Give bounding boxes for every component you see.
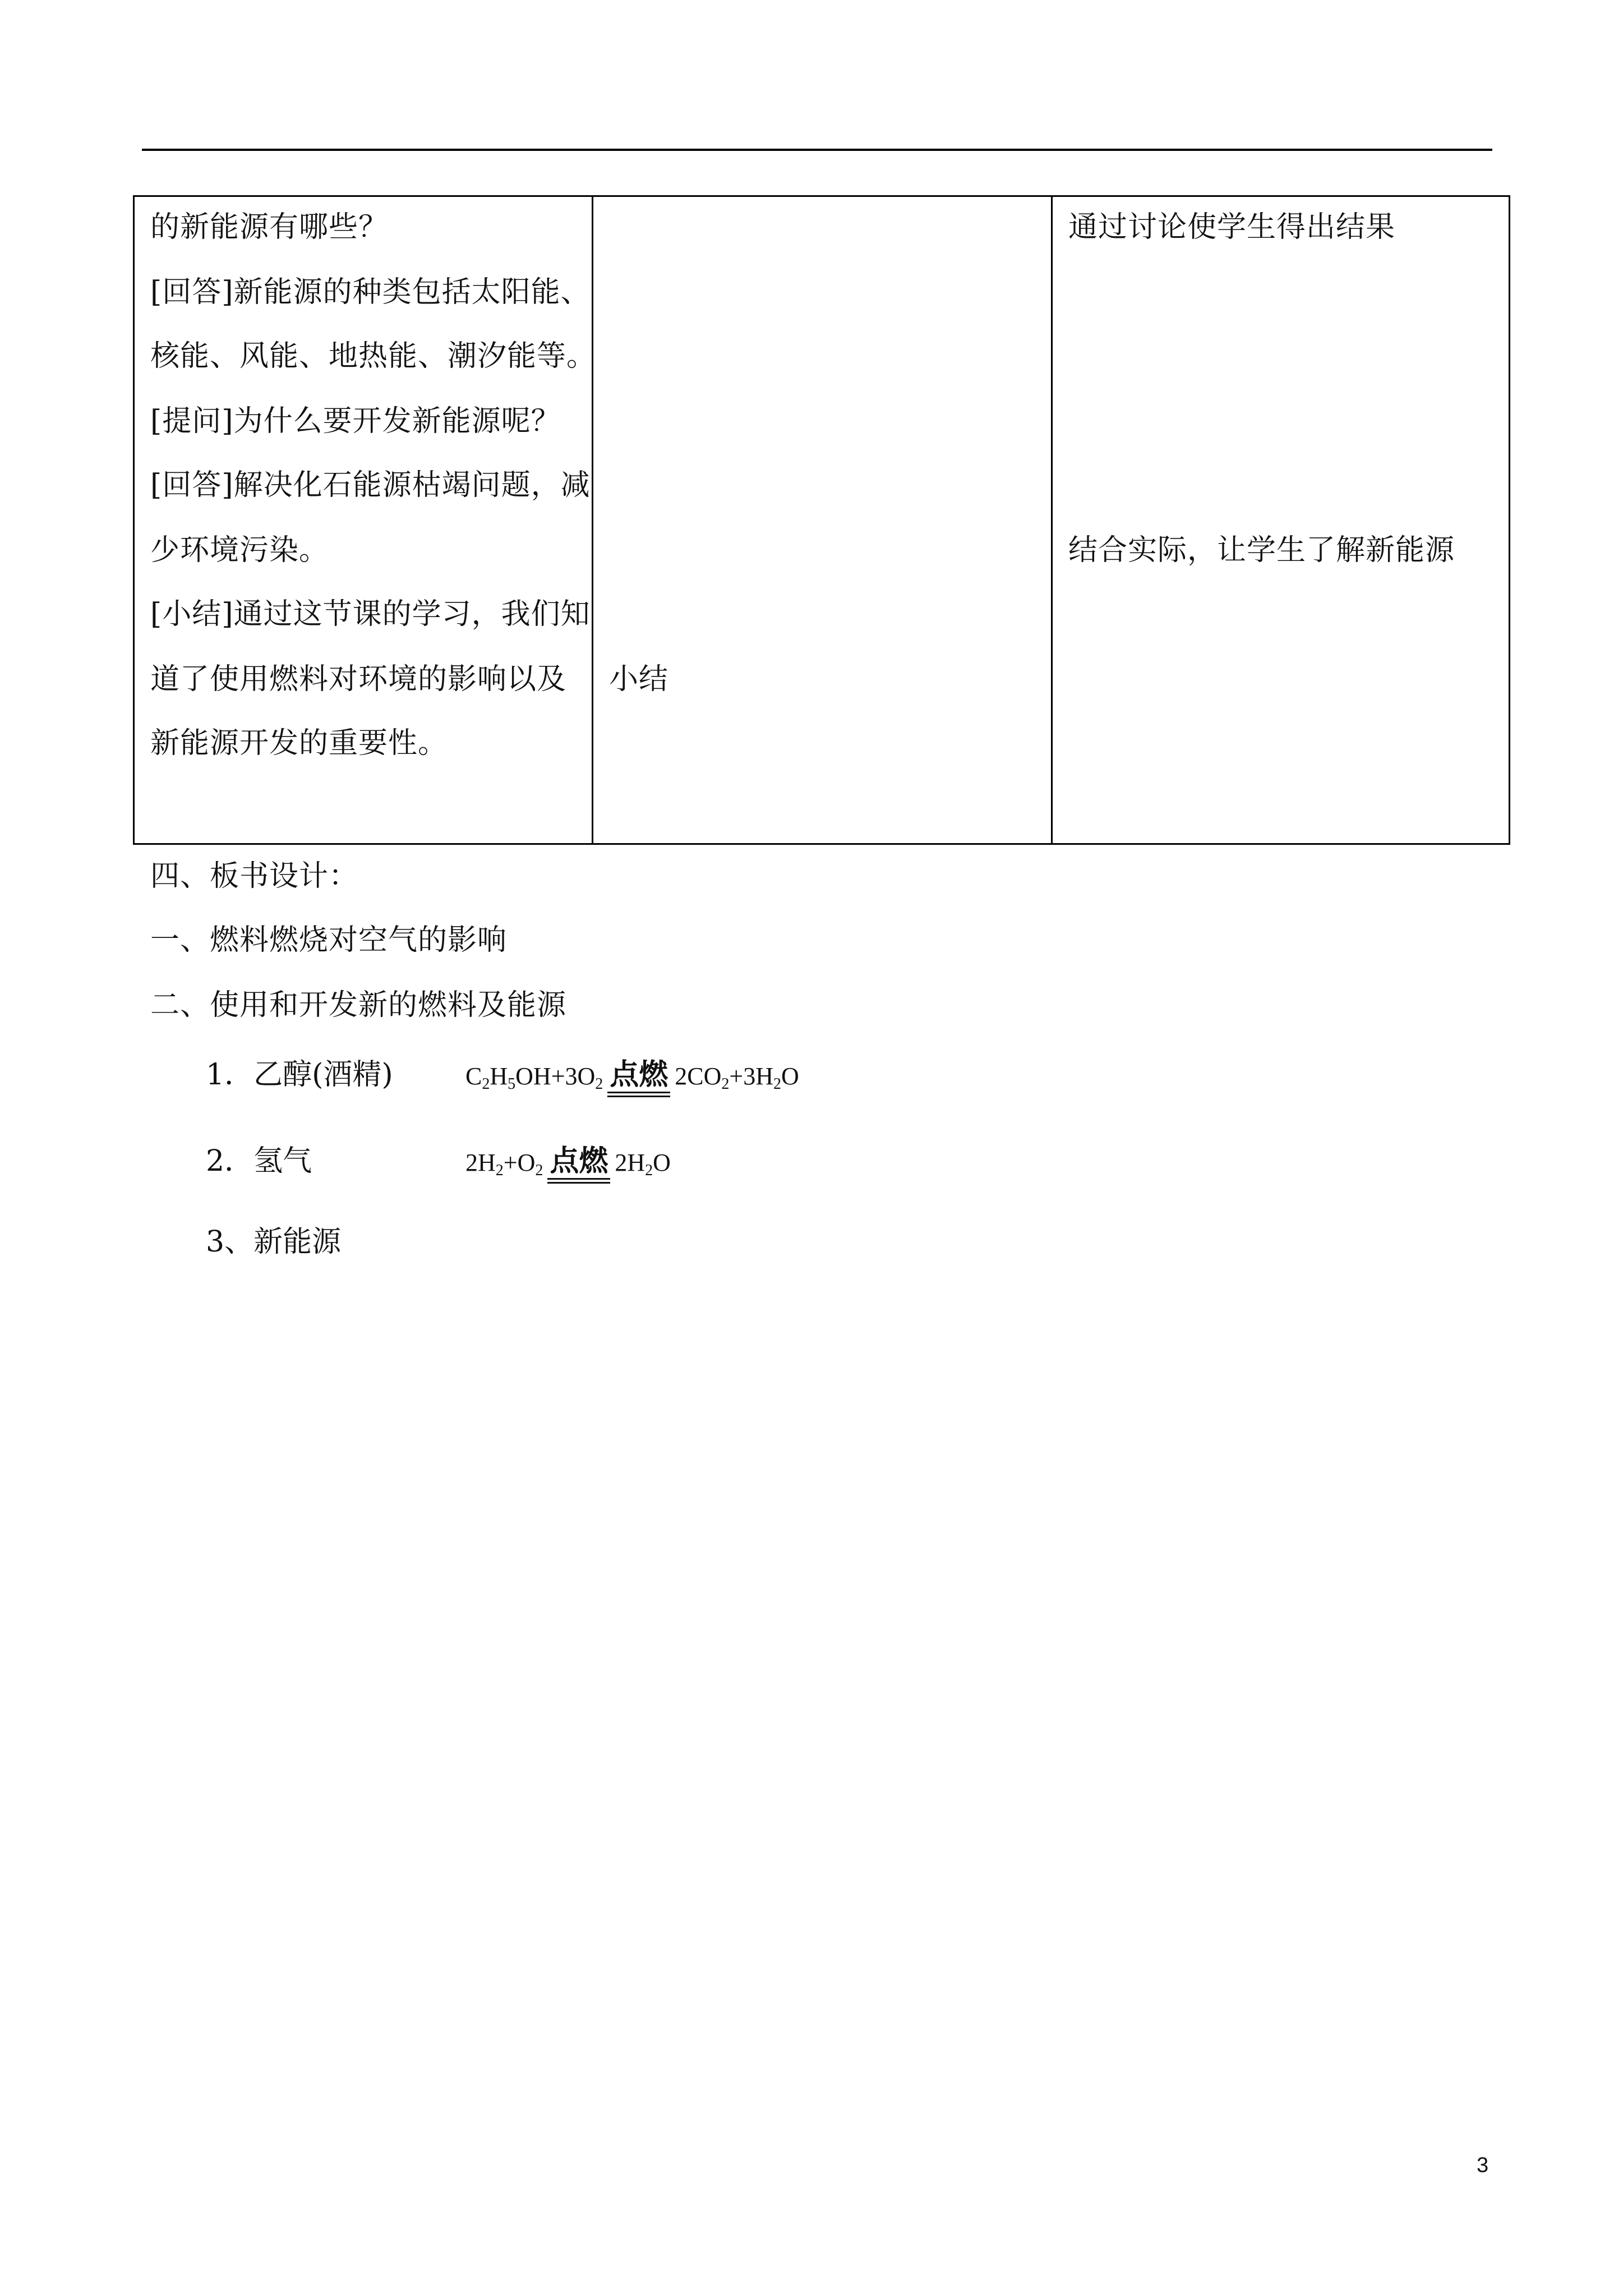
student-activity-cell [593, 196, 1052, 844]
cell-line: 新能源开发的重要性。 [150, 726, 448, 760]
lesson-plan-table [133, 195, 1510, 845]
intent-line: 结合实际，让学生了解新能源 [1068, 533, 1455, 567]
page-number: 3 [1477, 2154, 1489, 2177]
board-heading: 四、板书设计： [150, 859, 359, 893]
board-sub-item-2: 2．氢气 [206, 1144, 312, 1178]
cell-line: [回答]解决化石能源枯竭问题，减 [150, 468, 591, 502]
board-sub-item-1: 1．乙醇(酒精) [206, 1058, 393, 1092]
equation-hydrogen: $2H_2+O_2$ 点燃 $2H_2O$ [465, 1144, 671, 1179]
summary-label: 小结 [609, 662, 669, 696]
teacher-activity-cell [134, 196, 597, 844]
design-intent-cell [1052, 196, 1510, 844]
cell-line: 少环境污染。 [150, 533, 329, 567]
board-item-2: 二、使用和开发新的燃料及能源 [150, 988, 567, 1022]
cell-line: 道了使用燃料对环境的影响以及 [150, 662, 567, 696]
reaction-condition: 点燃 [607, 1058, 670, 1092]
cell-line: [小结]通过这节课的学习，我们知 [150, 597, 591, 631]
table-row [134, 196, 1510, 844]
cell-line: 核能、风能、地热能、潮汐能等。 [150, 339, 597, 373]
cell-line: [回答]新能源的种类包括太阳能、 [150, 275, 591, 309]
reaction-condition: 点燃 [547, 1144, 610, 1178]
intent-line: 通过讨论使学生得出结果 [1068, 210, 1396, 244]
board-sub-item-3: 3、新能源 [206, 1225, 342, 1259]
cell-line: 的新能源有哪些？ [150, 210, 389, 244]
equation-ethanol: $C_2H_5OH+3O_2$ 点燃 $2CO_2+3H_2O$ [465, 1058, 799, 1093]
cell-line: [提问]为什么要开发新能源呢？ [150, 404, 561, 438]
board-item-1: 一、燃料燃烧对空气的影响 [150, 923, 508, 957]
header-rule [142, 149, 1492, 151]
